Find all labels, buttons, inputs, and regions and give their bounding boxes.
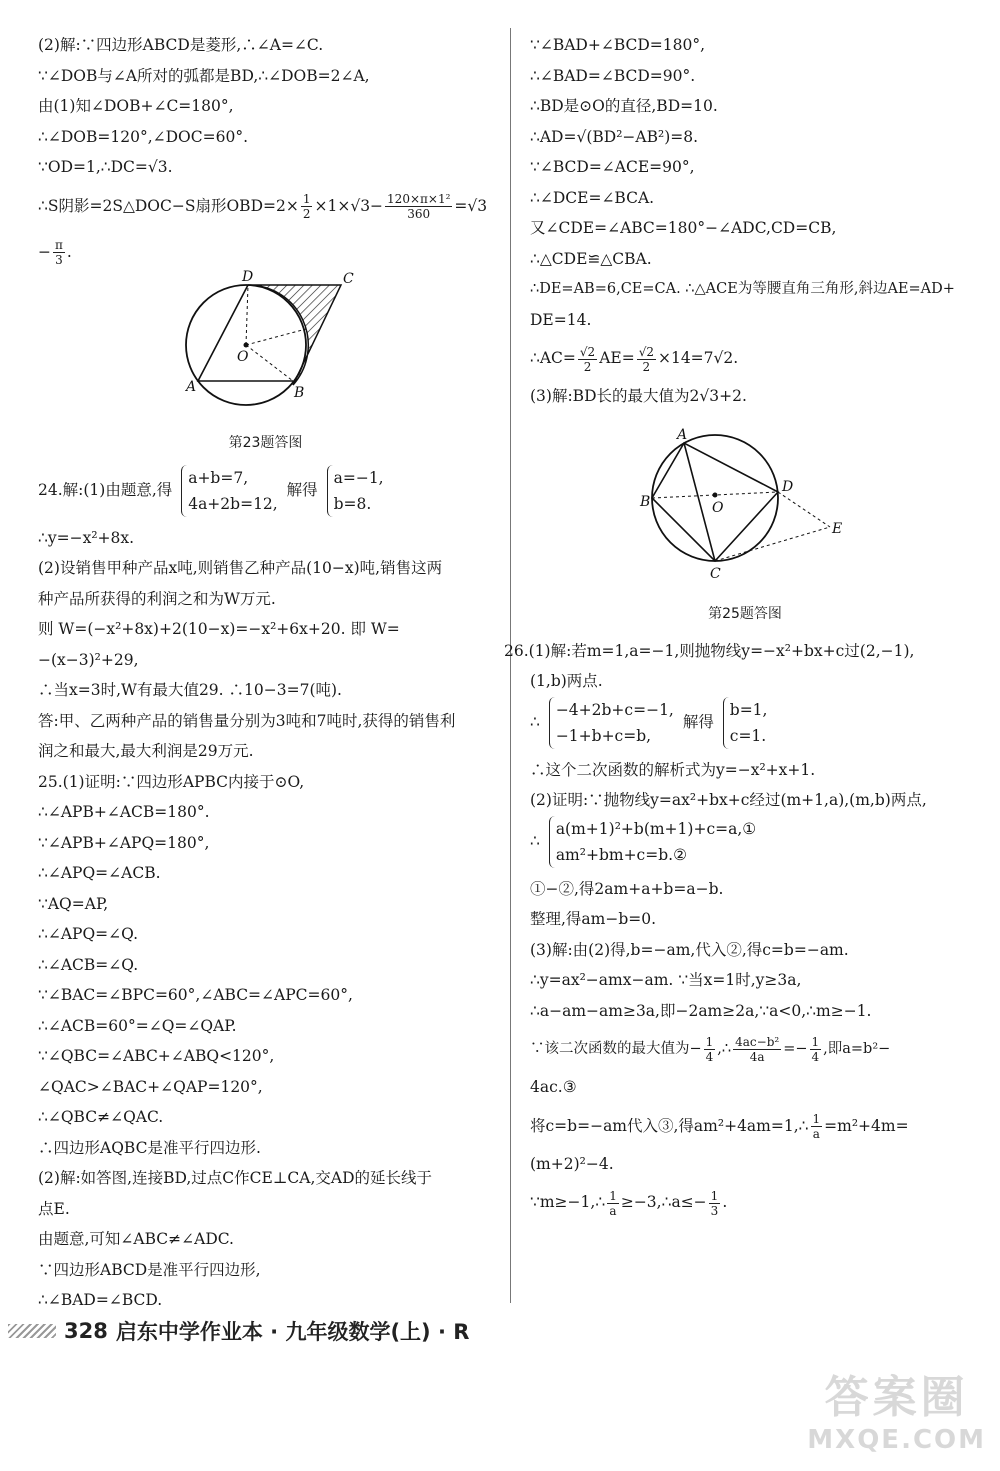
radius-ob xyxy=(246,345,293,381)
figure-23 xyxy=(38,268,493,429)
equation: am²+bm+c=b.② xyxy=(555,845,687,864)
text-line: ∴∠BAD=∠BCD. xyxy=(38,1291,163,1309)
text-line: DE=14. xyxy=(530,310,592,329)
fraction xyxy=(810,1035,822,1064)
fraction xyxy=(733,1035,781,1064)
text-line: 4ac.③ xyxy=(530,1078,577,1096)
formula-part: . xyxy=(722,1193,728,1211)
text-line: ∴∠DOB=120°,∠DOC=60°. xyxy=(38,127,248,146)
formula-part: ,即a=b²− xyxy=(823,1041,891,1057)
equation: b=1, xyxy=(729,700,768,719)
text-line: (3)解:由(2)得,b=−am,代入②,得c=b=−am. xyxy=(530,940,849,959)
equation: a(m+1)²+b(m+1)+c=a,① xyxy=(555,819,757,838)
text-line: ∴∠DCE=∠BCA. xyxy=(530,188,655,207)
text-line: 则 W=(−x²+8x)+2(10−x)=−x²+6x+20. 即 W= xyxy=(38,620,400,638)
text-line: ∵∠BAC=∠BPC=60°,∠ABC=∠APC=60°, xyxy=(38,986,353,1004)
text-line: ∴四边形AQBC是准平行四边形. xyxy=(38,1138,261,1157)
formula-part: 将c=b=−am代入③,得am²+4am=1,∴ xyxy=(530,1116,809,1135)
equation-system xyxy=(181,465,278,517)
equation: −1+b+c=b, xyxy=(555,726,652,745)
label-c: C xyxy=(710,565,721,582)
text-line: 由题意,可知∠ABC≠∠ADC. xyxy=(38,1230,234,1248)
figure-25 xyxy=(530,426,960,600)
text-line: (m+2)²−4. xyxy=(530,1154,614,1173)
text-line: 润之和最大,最大利润是29万元. xyxy=(38,742,254,760)
diagonal-ac xyxy=(684,443,715,561)
text-line: ∴∠ACB=∠Q. xyxy=(38,955,139,974)
text-line: 26.(1)解:若m=1,a=−1,则抛物线y=−x²+bx+c过(2,−1), xyxy=(504,641,915,660)
text-span: 解得 xyxy=(682,712,714,731)
text-line: ∵∠QBC=∠ABC+∠ABQ<120°, xyxy=(38,1047,275,1065)
formula-part: ×1×√3− xyxy=(314,196,384,215)
text-line: ∴∠QBC≠∠QAC. xyxy=(38,1108,164,1126)
text-line: (2)设销售甲种产品x吨,则销售乙种产品(10−x)吨,销售这两 xyxy=(38,559,443,577)
label-d: D xyxy=(782,478,794,495)
label-d: D xyxy=(242,268,254,285)
numerator: 1 xyxy=(811,1034,820,1049)
fraction xyxy=(811,1112,823,1141)
equation-system xyxy=(327,465,384,517)
text-line: ∴y=ax²−amx−am. ∵当x=1时,y≥3a, xyxy=(530,971,802,989)
denominator: 2 xyxy=(583,359,592,374)
text-line: ∴y=−x²+8x. xyxy=(38,528,135,547)
equation-system xyxy=(549,697,674,749)
denominator: 4 xyxy=(811,1049,820,1064)
formula-part: =− xyxy=(783,1041,808,1057)
denominator: 4 xyxy=(705,1049,714,1064)
fraction xyxy=(637,345,656,374)
page-footer xyxy=(8,1316,469,1346)
text-line: 答:甲、乙两种产品的销售量分别为3吨和7吨时,获得的销售利 xyxy=(38,711,456,730)
numerator: 1 xyxy=(705,1034,714,1049)
numerator: 1 xyxy=(302,192,311,206)
fraction xyxy=(301,192,313,221)
text-line: ∵∠BAD+∠BCD=180°, xyxy=(530,36,706,54)
therefore-sign: ∴ xyxy=(530,712,540,731)
label-a: A xyxy=(186,378,197,395)
numerator: √2 xyxy=(579,344,596,359)
equation-system xyxy=(723,697,768,749)
segment-ce xyxy=(715,527,830,561)
text-line: ∴BD是⊙O的直径,BD=10. xyxy=(530,97,718,115)
text-line: (2)证明:∵抛物线y=ax²+bx+c经过(m+1,a),(m,b)两点, xyxy=(530,791,927,809)
formula-part: − xyxy=(38,242,51,261)
center-point xyxy=(713,492,718,497)
book-title: 启东中学作业本 · 九年级数学(上) · R xyxy=(115,1320,470,1344)
formula-part: =m²+4m= xyxy=(824,1116,909,1135)
label-a: A xyxy=(677,426,688,443)
watermark-text: 答案圈 xyxy=(824,1372,969,1423)
fraction xyxy=(704,1035,716,1064)
problem-24-system xyxy=(38,465,493,523)
text-line: ∴△CDE≌△CBA. xyxy=(530,249,652,268)
denominator: 2 xyxy=(642,359,651,374)
text-line: ①−②,得2am+a+b=a−b. xyxy=(530,879,724,898)
fraction xyxy=(385,192,452,221)
text-line: (3)解:BD长的最大值为2√3+2. xyxy=(530,387,747,405)
denominator: 3 xyxy=(55,253,63,267)
equation: −4+2b+c=−1, xyxy=(555,700,674,719)
text-line: ∵AQ=AP, xyxy=(38,894,109,913)
equation: a+b=7, xyxy=(188,468,249,487)
label-e: E xyxy=(832,520,843,537)
text-line: ∵OD=1,∴DC=√3. xyxy=(38,158,173,176)
area-formula xyxy=(38,183,493,229)
fraction xyxy=(578,345,597,374)
numerator: 4ac−b² xyxy=(735,1034,780,1049)
ac-formula xyxy=(530,335,960,381)
text-line: ∵四边形ABCD是准平行四边形, xyxy=(38,1260,261,1279)
text-line: (2)解:如答图,连接BD,过点C作CE⊥CA,交AD的延长线于 xyxy=(38,1169,433,1187)
text-line: ∴∠ACB=60°=∠Q=∠QAP. xyxy=(38,1016,237,1035)
text-line: ∵∠APB+∠APQ=180°, xyxy=(38,833,210,852)
figure-caption: 第23题答图 xyxy=(228,434,303,451)
right-column xyxy=(504,30,960,1225)
text-line: (2)解:∵四边形ABCD是菱形,∴∠A=∠C. xyxy=(38,36,324,54)
numerator: 1 xyxy=(609,1188,617,1203)
label-o: O xyxy=(237,348,249,365)
equation-system xyxy=(549,816,756,868)
equation: 4a+2b=12, xyxy=(188,494,278,513)
formula-part: ×14=7√2. xyxy=(657,349,739,367)
label-o: O xyxy=(712,499,724,516)
substitution-formula xyxy=(530,1103,960,1149)
text-line: ∴a−am−am≥3a,即−2am≥2a,∵a<0,∴m≥−1. xyxy=(530,1001,872,1020)
label-c: C xyxy=(343,270,354,287)
text-line: (1,b)两点. xyxy=(530,672,603,690)
text-line: ∵∠BCD=∠ACE=90°, xyxy=(530,158,695,176)
max-value-formula xyxy=(530,1026,960,1072)
circle-o xyxy=(652,435,778,561)
radius-od xyxy=(246,285,248,345)
left-column xyxy=(38,30,493,1316)
equation: b=8. xyxy=(333,494,372,513)
numerator: 1 xyxy=(710,1188,719,1203)
denominator: 360 xyxy=(407,207,431,221)
numerator: 1 xyxy=(812,1112,821,1126)
text-line: ∠QAC>∠BAC+∠QAP=120°, xyxy=(38,1077,263,1096)
formula-part: ∴S阴影=2S△DOC−S扇形OBD=2× xyxy=(38,196,299,215)
formula-part: =√3 xyxy=(454,196,488,215)
figure-caption: 第25题答图 xyxy=(708,605,782,622)
label-b: B xyxy=(640,493,651,510)
label-b: B xyxy=(294,384,305,401)
problem-26-system-2 xyxy=(530,816,960,874)
text-line: ∴DE=AB=6,CE=CA. ∴△ACE为等腰直角三角形,斜边AE=AD+ xyxy=(530,281,955,297)
rhombus-sides xyxy=(198,285,293,381)
equation: a=−1, xyxy=(333,468,384,487)
text-line: 25.(1)证明:∵四边形APBC内接于⊙O, xyxy=(38,772,305,791)
text-line: ∴当x=3时,W有最大值29. ∴10−3=7(吨). xyxy=(38,681,342,699)
final-inequality xyxy=(530,1179,960,1225)
denominator: a xyxy=(609,1203,617,1218)
text-line: 整理,得am−b=0. xyxy=(530,910,657,928)
formula-part: ,∴ xyxy=(717,1041,732,1057)
watermark xyxy=(807,1361,986,1455)
text-line: −(x−3)²+29, xyxy=(38,650,139,669)
numerator: √2 xyxy=(638,344,654,359)
text-line: ∴∠BAD=∠BCD=90°. xyxy=(530,66,696,85)
equation: c=1. xyxy=(729,726,767,745)
text-line: ∴∠APB+∠ACB=180°. xyxy=(38,803,210,821)
formula-part: ∵该二次函数的最大值为− xyxy=(530,1041,702,1057)
page-number: 328 xyxy=(64,1319,108,1343)
denominator: a xyxy=(812,1127,820,1141)
text-line: ∴这个二次函数的解析式为y=−x²+x+1. xyxy=(530,760,816,779)
problem-26-system xyxy=(530,697,960,755)
text-line: ∴AD=√(BD²−AB²)=8. xyxy=(530,127,699,146)
text-span: 解得 xyxy=(286,480,318,499)
fraction xyxy=(709,1189,721,1218)
shaded-region xyxy=(248,284,341,384)
denominator: 3 xyxy=(710,1203,719,1218)
center-point xyxy=(244,342,249,347)
formula-continuation: − $\frac{\pi}{3}$ . xyxy=(38,238,72,267)
segment-de xyxy=(778,492,830,527)
denominator: 2 xyxy=(302,207,311,221)
numerator: π xyxy=(55,238,63,252)
text-line: ∴∠APQ=∠Q. xyxy=(38,925,139,943)
text-line: 种产品所获得的利润之和为W万元. xyxy=(38,589,276,608)
text-line: ∵∠DOB与∠A所对的弧都是BD,∴∠DOB=2∠A, xyxy=(38,66,370,85)
text-span: 24.解:(1)由题意,得 xyxy=(38,480,173,499)
formula-part: ≥−3,∴a≤− xyxy=(620,1193,707,1211)
text-line: 由(1)知∠DOB+∠C=180°, xyxy=(38,97,234,115)
text-line: 点E. xyxy=(38,1199,70,1218)
formula-part: ∴AC= xyxy=(530,349,576,367)
text-line: ∴∠APQ=∠ACB. xyxy=(38,864,161,882)
therefore-sign: ∴ xyxy=(530,831,540,850)
numerator: 120×π×1² xyxy=(387,192,451,206)
formula-part: ∵m≥−1,∴ xyxy=(530,1193,606,1211)
watermark-url: MXQE.COM xyxy=(807,1425,986,1455)
radius-oc xyxy=(246,329,306,345)
formula-part: AE= xyxy=(599,349,635,367)
decorative-stripe xyxy=(8,1324,56,1338)
fraction xyxy=(53,238,65,267)
denominator: 4a xyxy=(749,1049,765,1064)
text-line: 又∠CDE=∠ABC=180°−∠ADC,CD=CB, xyxy=(530,219,837,237)
fraction xyxy=(607,1189,619,1218)
